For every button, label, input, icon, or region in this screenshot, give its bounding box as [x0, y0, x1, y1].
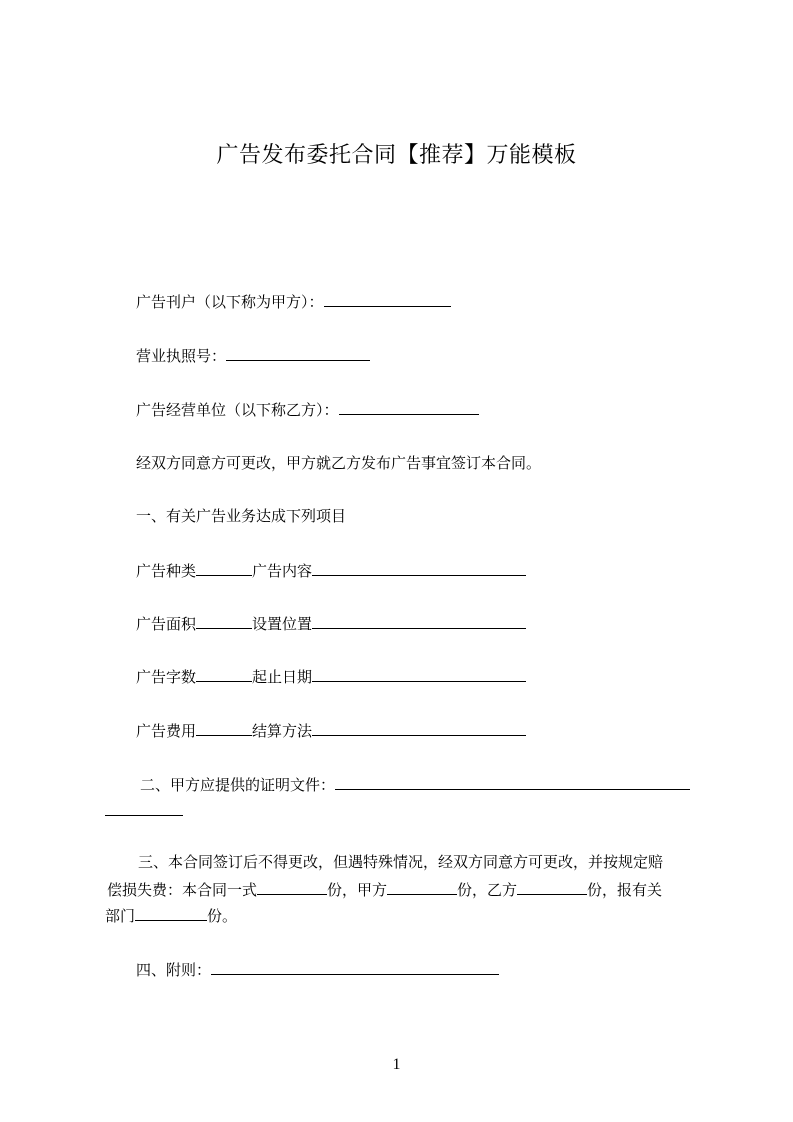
business-license-label: 营业执照号：	[136, 348, 227, 365]
section2-label: 二、甲方应提供的证明文件：	[140, 777, 336, 794]
word-count-label: 广告字数	[136, 669, 197, 686]
ad-area-label: 广告面积	[136, 616, 197, 633]
document-title: 广告发布委托合同【推荐】万能模板	[216, 142, 577, 167]
placement-blank	[312, 614, 526, 629]
ad-content-label: 广告内容	[252, 563, 313, 580]
agency-line	[136, 400, 479, 421]
ad-type-label: 广告种类	[136, 563, 197, 580]
party-b-copies-blank	[517, 880, 587, 895]
agreement-intro: 经双方同意方可更改，甲方就乙方发布广告事宜签订本合同。	[136, 455, 542, 472]
agency-label: 广告经营单位（以下称乙方）：	[136, 402, 339, 419]
section4-blank	[211, 960, 499, 975]
ad-area-blank	[196, 614, 252, 629]
date-range-blank	[312, 667, 526, 682]
ad-fee-row	[136, 721, 526, 742]
section1-heading: 一、有关广告业务达成下列项目	[136, 508, 347, 525]
section2-line	[140, 775, 690, 796]
section3-line2	[107, 880, 662, 901]
advertiser-line	[136, 292, 451, 313]
total-copies-blank	[257, 880, 327, 895]
department-label: 部门	[105, 908, 136, 925]
party-b-copies-label: 份，乙方	[457, 882, 518, 899]
business-license-line	[136, 346, 370, 367]
date-range-label: 起止日期	[252, 669, 313, 686]
section4-line	[136, 960, 499, 981]
business-license-blank	[226, 346, 370, 361]
ad-type-row	[136, 561, 526, 582]
ad-content-blank	[312, 561, 526, 576]
section2-continuation	[105, 801, 183, 822]
section2-blank-continued	[105, 801, 183, 816]
section4-label: 四、附则：	[136, 962, 212, 979]
party-a-copies-blank	[387, 880, 457, 895]
department-copies-suffix: 份。	[207, 908, 238, 925]
ad-type-blank	[196, 561, 252, 576]
agency-blank	[339, 400, 479, 415]
advertiser-blank	[324, 292, 451, 307]
word-count-blank	[196, 667, 252, 682]
section3-line1: 三、本合同签订后不得更改，但遇特殊情况，经双方同意方可更改，并按规定赔	[138, 854, 664, 871]
ad-area-row	[136, 614, 526, 635]
page-number: 1	[392, 1056, 401, 1073]
section3-line3	[105, 906, 237, 927]
section3-copies-label: 偿损失费：本合同一式	[107, 882, 258, 899]
advertiser-label: 广告刊户（以下称为甲方）：	[136, 294, 324, 311]
authority-copies-label: 份，报有关	[587, 882, 663, 899]
department-copies-blank	[135, 906, 207, 921]
ad-fee-blank	[196, 721, 252, 736]
placement-label: 设置位置	[252, 616, 313, 633]
party-a-copies-label: 份，甲方	[327, 882, 388, 899]
section2-blank	[335, 775, 690, 790]
settlement-blank	[312, 721, 526, 736]
word-count-row	[136, 667, 526, 688]
settlement-label: 结算方法	[252, 723, 313, 740]
ad-fee-label: 广告费用	[136, 723, 197, 740]
